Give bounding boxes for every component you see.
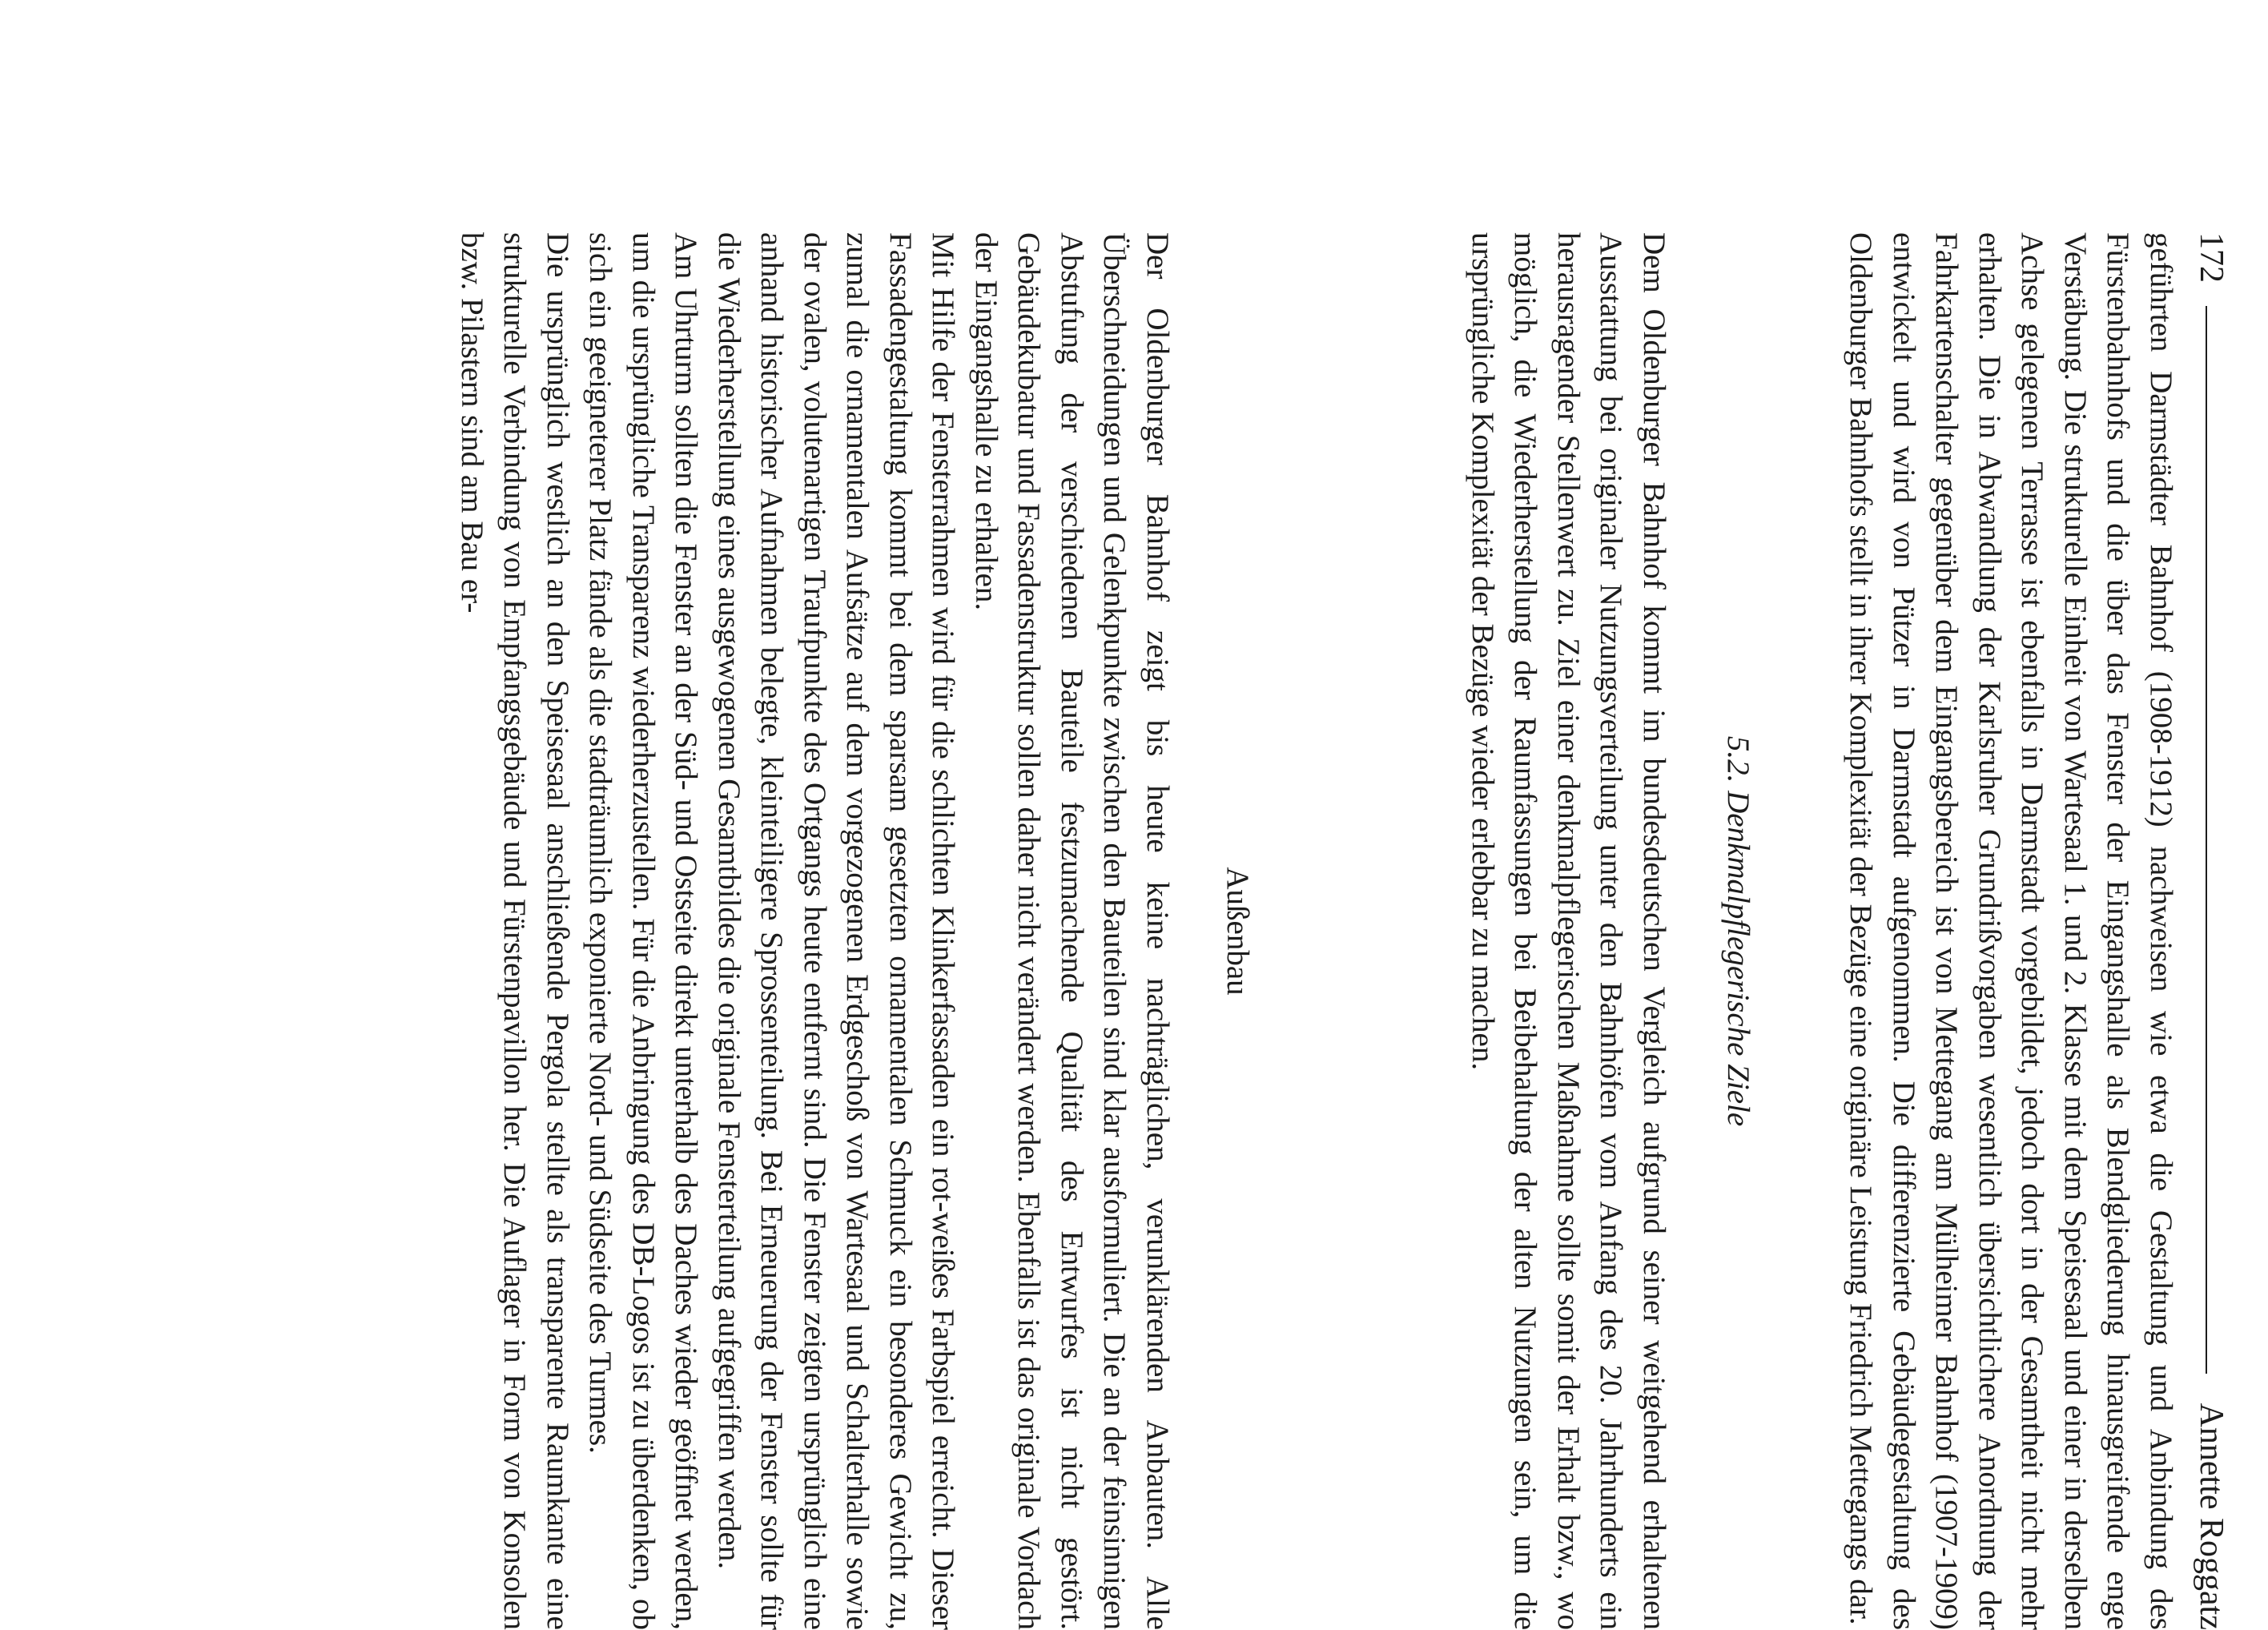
subsection-body <box>451 232 1180 1630</box>
header-rule <box>2206 306 2207 1374</box>
page-content <box>178 232 2236 1630</box>
body-paragraph: Die ursprünglich westlich an den Speisesaal anschließende Pergola stellte als transparente Raumkante eine strukturelle Verbindung von Empfangsgebäude und Fürstenpavillon her. Die Auflager in Form von Konsolen bzw. Pilastern sind am Bau er- <box>455 232 575 1630</box>
section-heading: 5.2. Denkmalpflegerische Ziele <box>1721 735 1755 1127</box>
body-paragraph: Am Uhrturm sollten die Fenster an der Süd- und Ostseite direkt unterhalb des Daches wieder geöffnet werden, um die ursprüngliche Transparenz wiederherzustellen. Für die Anbringung des DB-Logos ist zu überdenken, ob sich ein geeigneterer Platz fände als die stadträumlich exponierte Nord- und Südseite des Turmes. <box>583 232 704 1630</box>
continuation-text <box>1840 232 2182 1630</box>
running-head <box>2183 232 2231 1630</box>
body-paragraph: Der Oldenburger Bahnhof zeigt bis heute keine nachträglichen, verunklärenden Anbauten. Alle Überschneidungen und Gelenkpunkte zwischen den Bauteilen sind klar ausformuliert. Die an der feinsinnigen Abstufung der verschiedenen Bauteile festzumachende Qualität des Entwurfes ist nicht gestört. Gebäudekubatur und Fassadenstruktur sollen daher nicht verändert werden. Ebenfalls ist das originale Vordach der Eingangshalle zu erhalten. <box>969 232 1175 1630</box>
subsection-heading: Außenbau <box>1220 867 1255 996</box>
continuation-paragraph: geführten Darmstädter Bahnhof (1908-1912) nachweisen wie etwa die Gestaltung und Anbindung des Fürstenbahnhofs und die über das Fenster der Eingangshalle als Blendgliederung hinausgreifende enge Verstäbung. Die strukturelle Einheit von Wartesaal 1. und 2. Klasse mit dem Speisesaal und einer in derselben Achse gelegenen Terrasse ist ebenfalls in Darmstadt vorgebildet, jedoch dort in der Gesamtheit nicht mehr erhalten. Die in Abwandlung der Karlsruher Grundrißvorgaben wesentlich übersichtlichere Anordnung der Fahrkartenschalter gegenüber dem Eingangsbereich ist von Mettegang am Mülheimer Bahnhof (1907-1909) entwickelt und wird von Pützer in Darmstadt aufgenommen. Die differenzierte Gebäudegestaltung des Oldenburger Bahnhofs stellt in ihrer Komplexität der Bezüge eine originäre Leistung Friedrich Mettegangs dar. <box>1844 232 2178 1630</box>
section-intro <box>1462 232 1676 1630</box>
page-number: 172 <box>2193 232 2230 283</box>
running-head-author: Annette Roggatz <box>2193 1403 2230 1630</box>
body-paragraph: Mit Hilfe der Fensterrahmen wird für die schlichten Klinkerfassaden ein rot-weißes Farbspiel erreicht. Dieser Fassadengestaltung kommt bei dem sparsam gesetzten ornamentalen Schmuck ein besonderes Gewicht zu, zumal die ornamentalen Aufsätze auf dem vorgezogenen Erdgeschoß von Wartesaal und Schalterhalle sowie der ovalen, volutenartigen Traufpunkte des Ortgangs heute entfernt sind. Die Fenster zeigten ursprünglich eine anhand historischer Aufnahmen belegte, kleinteiligere Sprossenteilung. Bei Erneuerung der Fenster sollte für die Wiederherstellung eines ausgewogenen Gesamtbildes die originale Fensterteilung aufgegriffen werden. <box>712 232 961 1630</box>
intro-paragraph: Dem Oldenburger Bahnhof kommt im bundesdeutschen Vergleich aufgrund seiner weitgehend erhaltenen Ausstattung bei originaler Nutzungsverteilung unter den Bahnhöfen vom Anfang des 20. Jahrhunderts ein herausragender Stellenwert zu. Ziel einer denkmalpflegerischen Maßnahme sollte somit der Erhalt bzw., wo möglich, die Wiederherstellung der Raumfassungen bei Beibehaltung der alten Nutzungen sein, um die ursprüngliche Komplexität der Bezüge wieder erlebbar zu machen. <box>1466 232 1671 1630</box>
